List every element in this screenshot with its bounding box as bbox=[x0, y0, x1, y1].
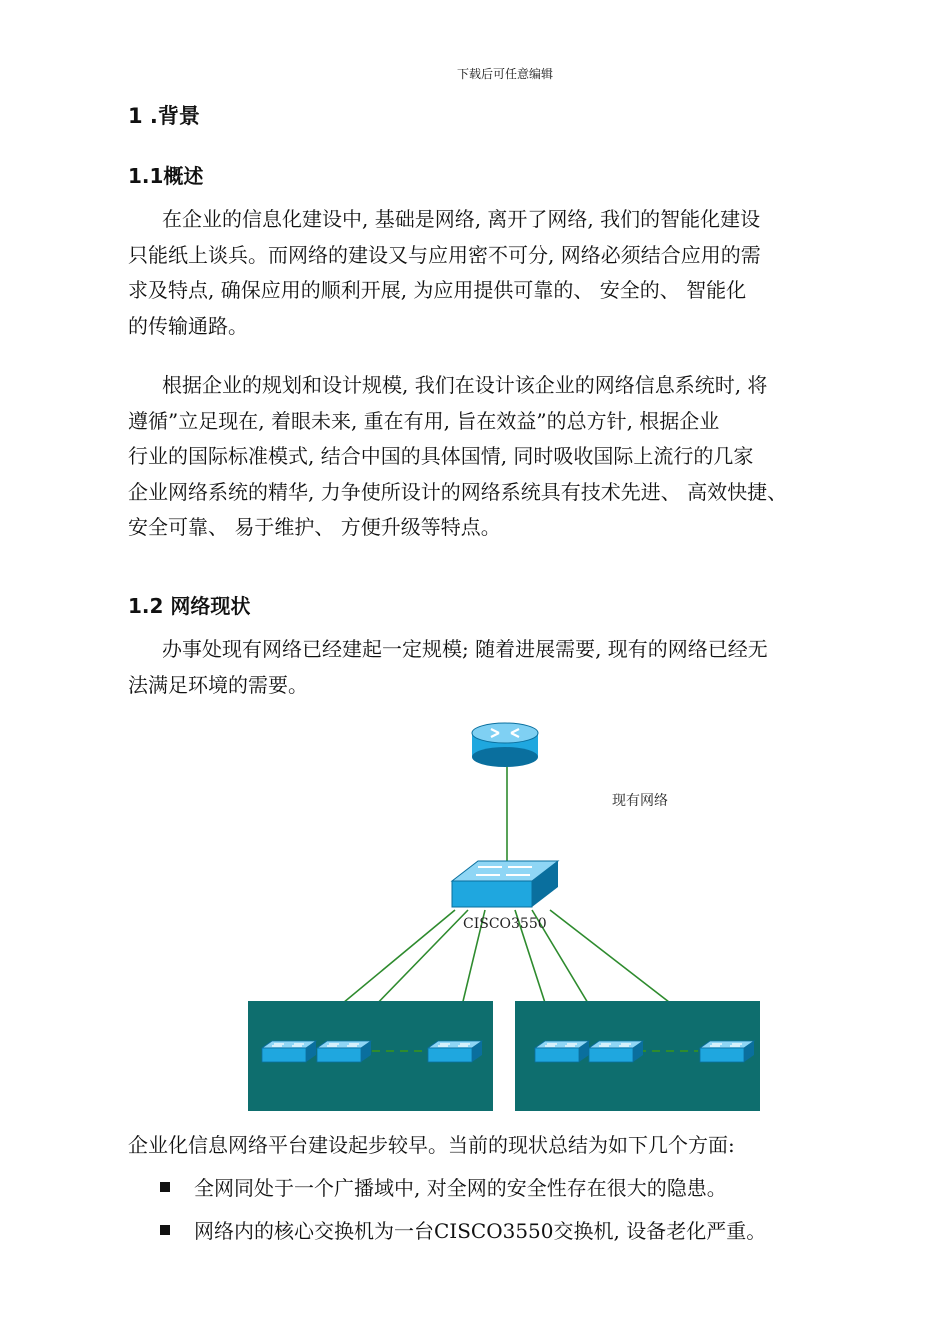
router-icon bbox=[472, 723, 538, 767]
bullet-text: 网络内的核心交换机为一台CISCO3550交换机, 设备老化严重。 bbox=[194, 1219, 767, 1243]
access-switch-icon bbox=[262, 1041, 316, 1062]
overview-paragraph-1 bbox=[128, 202, 888, 344]
text-line: 行业的国际标准模式, 结合中国的具体国情, 同时吸收国际上流行的几家 bbox=[128, 444, 754, 468]
text-line: 根据企业的规划和设计规模, 我们在设计该企业的网络信息系统时, 将 bbox=[162, 373, 768, 397]
section-title-network-status: 1.2 网络现状 bbox=[128, 594, 251, 618]
text-line: 企业网络系统的精华, 力争使所设计的网络系统具有技术先进、 高效快捷、 bbox=[128, 479, 788, 504]
text-line: 在企业的信息化建设中, 基础是网络, 离开了网络, 我们的智能化建设 bbox=[162, 207, 761, 231]
list-item bbox=[160, 1165, 766, 1208]
text-line: 遵循”立足现在, 着眼未来, 重在有用, 旨在效益”的总方针, 根据企业 bbox=[128, 408, 720, 433]
core-switch-label: CISCO3550 bbox=[463, 916, 547, 932]
access-switch-icon bbox=[700, 1041, 754, 1062]
text-line: 安全可靠、 易于维护、 方便升级等特点。 bbox=[128, 515, 501, 539]
page-header-note: 下载后可任意编辑 bbox=[456, 67, 553, 81]
text-line: 只能纸上谈兵。而网络的建设又与应用密不可分, 网络必须结合应用的需 bbox=[128, 242, 761, 267]
status-paragraph bbox=[128, 632, 888, 703]
list-item bbox=[160, 1208, 766, 1251]
bullet-text: 全网同处于一个广播域中, 对全网的安全性存在很大的隐患。 bbox=[194, 1176, 727, 1200]
core-switch-icon bbox=[452, 861, 558, 907]
status-summary bbox=[128, 1128, 888, 1164]
text-line: 企业化信息网络平台建设起步较早。当前的现状总结为如下几个方面: bbox=[128, 1133, 735, 1157]
access-switch-icon bbox=[428, 1041, 482, 1062]
square-bullet-icon bbox=[160, 1225, 170, 1235]
text-line: 法满足环境的需要。 bbox=[128, 672, 308, 697]
diagram-label: 现有网络 bbox=[612, 793, 668, 809]
section-title-background: 1 .背景 bbox=[128, 104, 200, 128]
status-bullet-list bbox=[160, 1165, 766, 1251]
text-line: 的传输通路。 bbox=[128, 313, 248, 338]
access-switch-icon bbox=[535, 1041, 589, 1062]
access-switch-icon bbox=[589, 1041, 643, 1062]
overview-paragraph-2 bbox=[128, 368, 888, 546]
section-title-overview: 1.1概述 bbox=[128, 164, 204, 188]
access-switch-icon bbox=[317, 1041, 371, 1062]
square-bullet-icon bbox=[160, 1182, 170, 1192]
network-topology-diagram bbox=[240, 715, 770, 1115]
text-line: 求及特点, 确保应用的顺利开展, 为应用提供可靠的、 安全的、 智能化 bbox=[128, 278, 747, 302]
text-line: 办事处现有网络已经建起一定规模; 随着进展需要, 现有的网络已经无 bbox=[162, 637, 768, 661]
